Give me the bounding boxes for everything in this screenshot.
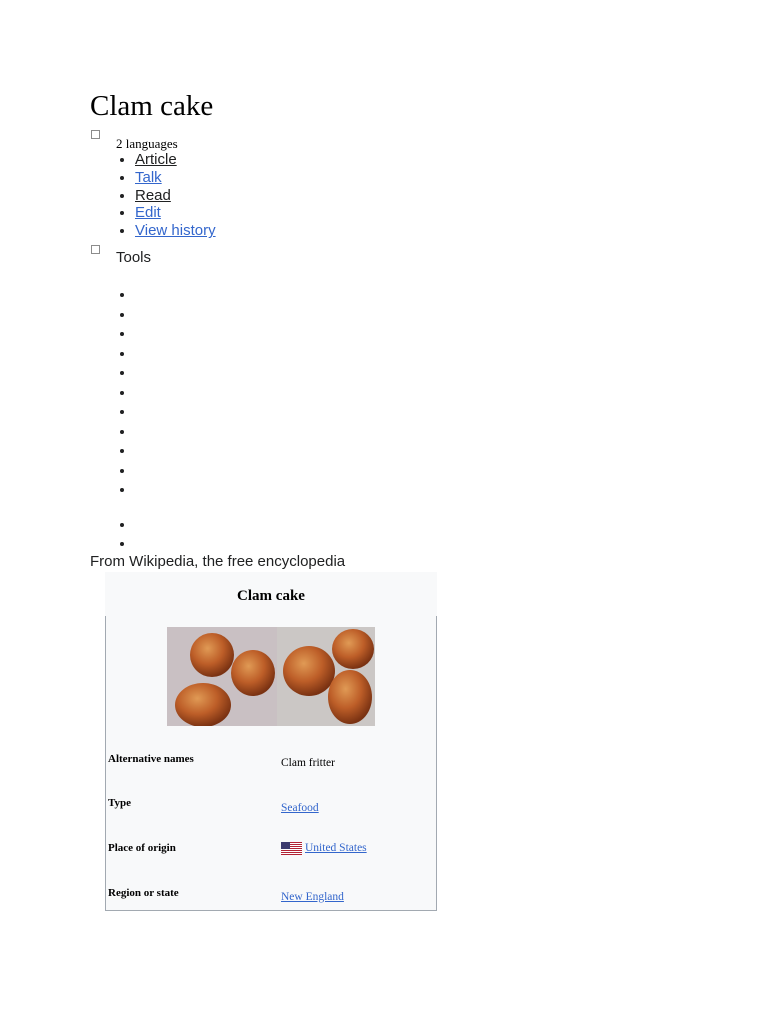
infobox-link-united-states[interactable]: United States	[305, 842, 367, 855]
languages-button[interactable]: 2 languages	[116, 136, 178, 151]
infobox-label-type: Type	[108, 797, 132, 809]
page-tabs	[135, 151, 216, 240]
infobox-label-region-or-state: Region or state	[108, 887, 179, 899]
infobox	[105, 572, 437, 911]
page-title: Clam cake	[90, 90, 214, 122]
tools-button[interactable]: Tools	[116, 249, 152, 266]
us-flag-icon[interactable]	[281, 842, 302, 855]
languages-checkbox[interactable]	[91, 130, 100, 139]
infobox-label-alternative-names: Alternative names	[108, 753, 194, 765]
site-tagline: From Wikipedia, the free encyclopedia	[90, 553, 346, 570]
tab-edit-item	[135, 204, 216, 222]
tab-edit[interactable]: Edit	[135, 204, 161, 222]
tab-article-item	[135, 151, 216, 169]
tab-talk[interactable]: Talk	[135, 168, 162, 186]
tab-view-history[interactable]: View history	[135, 222, 216, 240]
tab-read[interactable]: Read	[135, 186, 171, 204]
tab-talk-item	[135, 169, 216, 187]
infobox-label-place-of-origin: Place of origin	[108, 842, 176, 854]
infobox-caption: Clam cake	[237, 588, 305, 604]
infobox-value-place-of-origin	[281, 842, 367, 855]
infobox-link-new-england[interactable]: New England	[281, 891, 344, 903]
tab-view-history-item	[135, 222, 216, 240]
infobox-value-alternative-names: Clam fritter	[281, 757, 335, 769]
tab-article[interactable]: Article	[135, 151, 177, 168]
tools-checkbox[interactable]	[91, 245, 100, 254]
clam-cake-photo[interactable]	[167, 627, 375, 726]
tab-read-item	[135, 187, 216, 205]
infobox-link-seafood[interactable]: Seafood	[281, 802, 319, 814]
